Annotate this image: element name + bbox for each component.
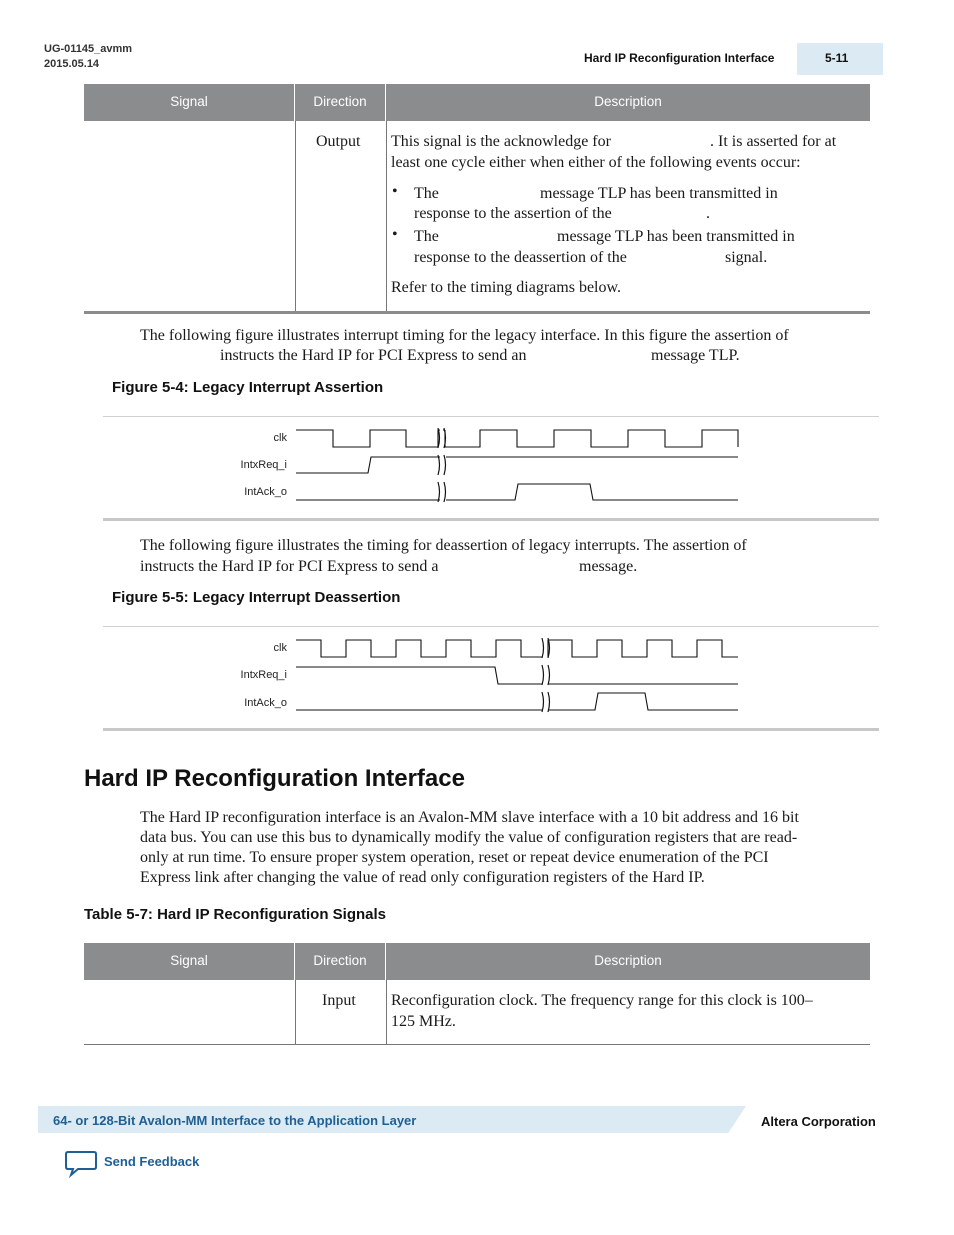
figure1-caption: Figure 5-4: Legacy Interrupt Assertion xyxy=(112,379,384,396)
fig2-clk-wave xyxy=(296,640,738,657)
section-heading: Hard IP Reconfiguration Interface xyxy=(84,765,465,792)
para1-line2a: instructs the Hard IP for PCI Express to send an xyxy=(220,347,527,364)
figure2-caption: Figure 5-5: Legacy Interrupt Deassertion xyxy=(112,589,401,606)
fig1-label-clk: clk xyxy=(273,432,287,444)
table2-col-signal: Signal xyxy=(170,953,208,968)
fig2-label-clk: clk xyxy=(273,642,287,654)
table1-bullet1-a: The xyxy=(414,185,439,202)
table2-divider xyxy=(386,980,387,1044)
table1-refer-text: Refer to the timing diagrams below. xyxy=(391,279,622,296)
table1-col-description: Description xyxy=(594,94,662,109)
doc-id: UG-01145_avmm xyxy=(44,43,133,55)
table2-col-description: Description xyxy=(594,953,662,968)
doc-date: 2015.05.14 xyxy=(44,58,100,70)
table2-desc-line1: Reconfiguration clock. The frequency range for this clock is 100– xyxy=(391,992,813,1009)
para1-line1: The following figure illustrates interrupt timing for the legacy interface. In this figure the assertion of xyxy=(140,327,789,344)
footer-title: 64- or 128-Bit Avalon-MM Interface to the Application Layer xyxy=(53,1113,417,1128)
send-feedback-link[interactable]: Send Feedback xyxy=(104,1154,200,1169)
fig1-label-intack: IntAck_o xyxy=(244,486,287,498)
table1-bullet2-b: message TLP has been transmitted in xyxy=(557,228,795,245)
header-section-title: Hard IP Reconfiguration Interface xyxy=(584,51,775,65)
table1-bullet2-c: response to the deassertion of the xyxy=(414,249,627,266)
section-body-line: Express link after changing the value of read only configuration registers of the Hard IP. xyxy=(140,869,705,886)
feedback-icon[interactable] xyxy=(65,1150,97,1178)
table1-bullet1-d: . xyxy=(706,205,710,222)
section-body-line: The Hard IP reconfiguration interface is an Avalon-MM slave interface with a 10 bit address and 16 bit xyxy=(140,809,799,826)
para1-line2b: message TLP. xyxy=(651,347,740,364)
table1-bullet2-d: signal. xyxy=(725,249,768,266)
table2-caption: Table 5-7: Hard IP Reconfiguration Signals xyxy=(84,906,386,923)
fig2-label-intxreq: IntxReq_i xyxy=(240,669,287,681)
table1-desc-intro-b: . It is asserted for at xyxy=(710,133,837,150)
table1-bullet1-c: response to the assertion of the xyxy=(414,205,612,222)
fig2-intxreq-wave xyxy=(296,667,738,684)
page-number: 5-11 xyxy=(825,51,849,65)
fig2-label-intack: IntAck_o xyxy=(244,697,287,709)
table2-direction: Input xyxy=(322,992,356,1009)
table2-header xyxy=(84,943,870,980)
table1-desc-intro-a: This signal is the acknowledge for xyxy=(391,133,611,150)
bullet-icon: • xyxy=(392,183,398,200)
table1-col-signal: Signal xyxy=(170,94,208,109)
table1-direction: Output xyxy=(316,133,361,150)
fig1-label-intxreq: IntxReq_i xyxy=(240,459,287,471)
para2-line2a: instructs the Hard IP for PCI Express to send a xyxy=(140,558,439,575)
para2-line1: The following figure illustrates the timing for deassertion of legacy interrupts. The assertion of xyxy=(140,537,747,554)
table1-bullet2-a: The xyxy=(414,228,439,245)
section-body-line: only at run time. To ensure proper system operation, reset or repeat device enumeration of the PCI xyxy=(140,849,769,866)
table1-bullet1-b: message TLP has been transmitted in xyxy=(540,185,778,202)
table1-col-direction: Direction xyxy=(313,94,367,109)
table1-desc-intro-c: least one cycle either when either of the following events occur: xyxy=(391,154,801,171)
table2-col-direction: Direction xyxy=(313,953,367,968)
table2-bottom-rule xyxy=(84,1044,870,1045)
figure2-bottom-rule xyxy=(103,728,879,731)
para2-line2b: message. xyxy=(579,558,638,575)
fig2-intack-wave xyxy=(296,693,738,710)
section-body-line: data bus. You can use this bus to dynamically modify the value of configuration registers that are read- xyxy=(140,829,798,846)
bullet-icon: • xyxy=(392,226,398,243)
table2-desc-line2: 125 MHz. xyxy=(391,1013,456,1030)
footer-company: Altera Corporation xyxy=(761,1114,876,1129)
table2-divider xyxy=(295,980,296,1044)
